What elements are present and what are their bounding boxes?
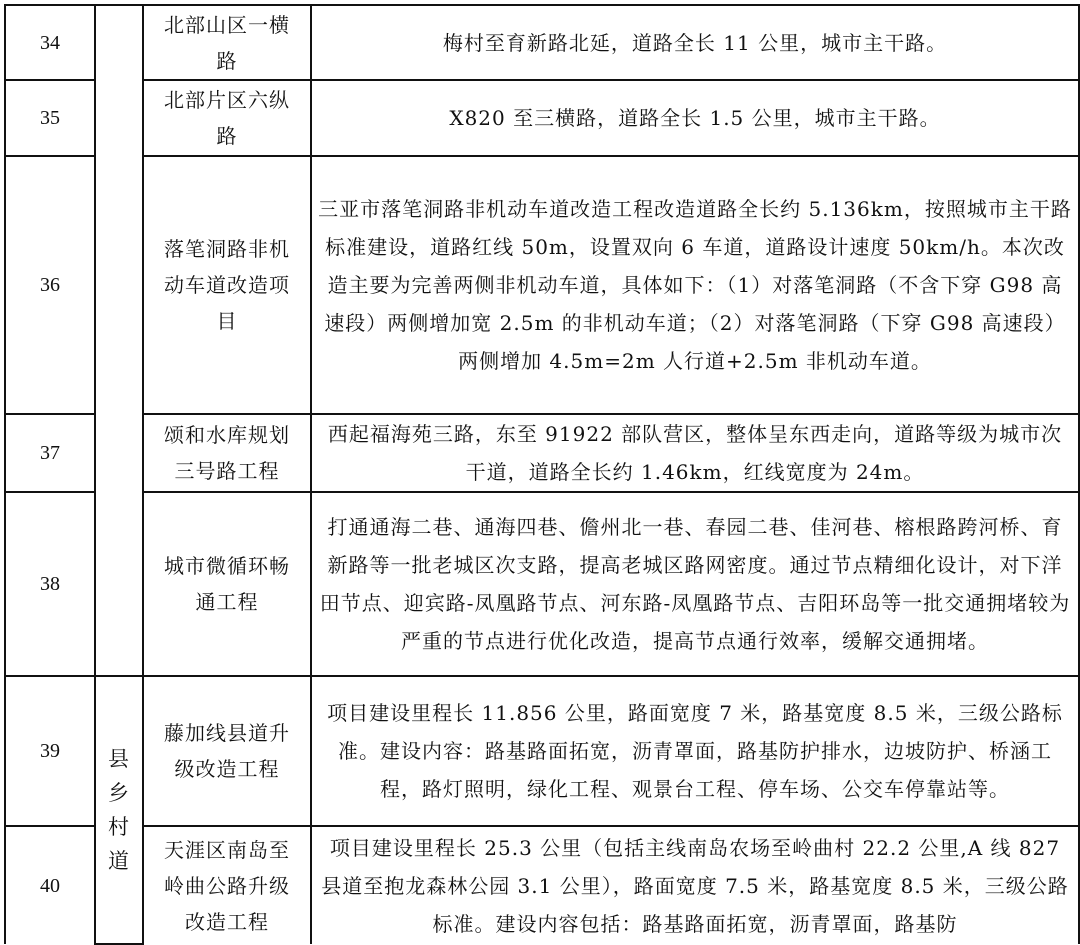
project-name: 藤加线县道升级改造工程 bbox=[143, 676, 311, 826]
project-description: 三亚市落笔洞路非机动车道改造工程改造道路全长约 5.136km，按照城市主干路标准建设，道路红线 50m，设置双向 6 车道，道路设计速度 50km/h。本次改造主要为完善两侧非机动车道，具体如下：（1）对落笔洞路（不含下穿 G98 高速段）两侧增加宽 2.5m 的非机动车道；（2）对落笔洞路（下穿 G98 高速段）两侧增加 4.5m=2m 人行道+2.5m 非机动车道。 bbox=[311, 156, 1079, 414]
category-char: 乡 bbox=[108, 781, 130, 805]
row-number: 34 bbox=[5, 5, 95, 80]
project-description: 梅村至育新路北延，道路全长 11 公里，城市主干路。 bbox=[311, 5, 1079, 80]
table-row bbox=[5, 5, 1079, 80]
table-row bbox=[5, 80, 1079, 156]
row-number: 39 bbox=[5, 676, 95, 826]
category-char: 道 bbox=[108, 849, 130, 873]
category-cell-county-road bbox=[95, 676, 143, 944]
table-row bbox=[5, 676, 1079, 826]
row-number: 37 bbox=[5, 414, 95, 492]
project-description: X820 至三横路，道路全长 1.5 公里，城市主干路。 bbox=[311, 80, 1079, 156]
project-name: 颂和水库规划三号路工程 bbox=[143, 414, 311, 492]
project-name: 落笔洞路非机动车道改造项目 bbox=[143, 156, 311, 414]
project-description: 项目建设里程长 25.3 公里（包括主线南岛农场至岭曲村 22.2 公里,A 线 827 县道至抱龙森林公园 3.1 公里），路面宽度 7.5 米，路基宽度 8.5 米，三级公路标准。建设内容包括：路基路面拓宽，沥青罩面，路基防 bbox=[311, 826, 1079, 944]
row-number: 40 bbox=[5, 826, 95, 944]
project-description: 西起福海苑三路，东至 91922 部队营区，整体呈东西走向，道路等级为城市次干道，道路全长约 1.46km，红线宽度为 24m。 bbox=[311, 414, 1079, 492]
category-cell-urban bbox=[95, 5, 143, 676]
table-row bbox=[5, 414, 1079, 492]
project-name: 天涯区南岛至岭曲公路升级改造工程 bbox=[143, 826, 311, 944]
table-row bbox=[5, 492, 1079, 676]
project-name: 北部片区六纵路 bbox=[143, 80, 311, 156]
project-name: 城市微循环畅通工程 bbox=[143, 492, 311, 676]
category-char: 村 bbox=[108, 815, 130, 839]
project-name: 北部山区一横路 bbox=[143, 5, 311, 80]
row-number: 35 bbox=[5, 80, 95, 156]
category-char: 县 bbox=[108, 747, 130, 771]
table-row bbox=[5, 826, 1079, 944]
project-description: 打通通海二巷、通海四巷、儋州北一巷、春园二巷、佳河巷、榕根路跨河桥、育新路等一批老城区次支路，提高老城区路网密度。通过节点精细化设计，对下洋田节点、迎宾路-凤凰路节点、河东路-凤凰路节点、吉阳环岛等一批交通拥堵较为严重的节点进行优化改造，提高节点通行效率，缓解交通拥堵。 bbox=[311, 492, 1079, 676]
table-row bbox=[5, 156, 1079, 414]
row-number: 38 bbox=[5, 492, 95, 676]
row-number: 36 bbox=[5, 156, 95, 414]
project-description: 项目建设里程长 11.856 公里，路面宽度 7 米，路基宽度 8.5 米，三级公路标准。建设内容：路基路面拓宽，沥青罩面，路基防护排水，边坡防护、桥涵工程，路灯照明，绿化工程、观景台工程、停车场、公交车停靠站等。 bbox=[311, 676, 1079, 826]
project-table bbox=[4, 4, 1080, 945]
